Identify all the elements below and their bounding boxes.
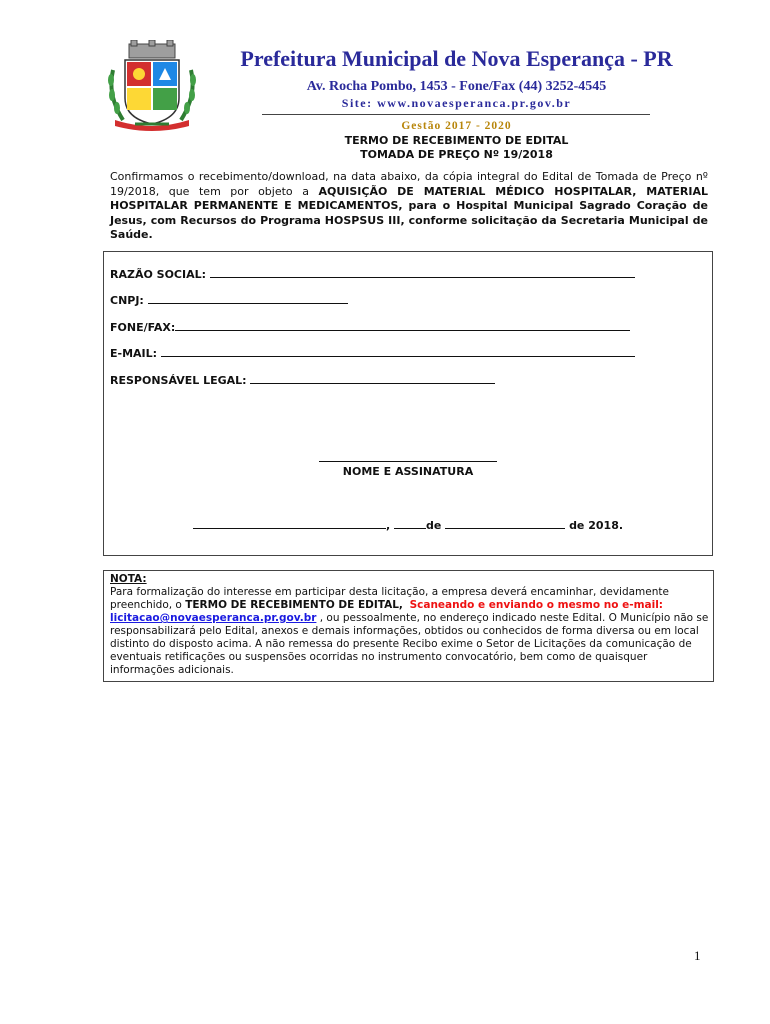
date-city-blank[interactable] (193, 517, 386, 529)
date-year-label: de 2018. (569, 519, 624, 532)
date-comma: , (386, 519, 391, 532)
licitacao-email-link[interactable]: licitacao@novaesperanca.pr.gov.br (110, 612, 317, 624)
cnpj-label: CNPJ: (110, 294, 144, 307)
document-title: TERMO DE RECEBIMENTO DE EDITAL (344, 134, 569, 147)
header-divider (262, 114, 650, 115)
fone-fax-blank[interactable] (175, 319, 630, 331)
intro-lead-text: Confirmamos o recebimento/download, na data abaixo, da cópia integral do Edital de Tomada de Preço nº 19/2018, que tem por objeto a (110, 170, 708, 198)
responsavel-legal-field[interactable] (110, 372, 495, 387)
address-line: Av. Rocha Pombo, 1453 - Fone/Fax (44) 3252-4545 (306, 79, 607, 94)
administration-period: Gestão 2017 - 2020 (401, 120, 512, 132)
document-subtitle: TOMADA DE PREÇO Nº 19/2018 (360, 148, 553, 161)
date-day-blank[interactable] (394, 517, 426, 529)
razao-social-blank[interactable] (210, 266, 635, 278)
nota-bold-1: TERMO DE RECEBIMENTO DE EDITAL, (185, 599, 403, 611)
nota-text-1: Para formalização do interesse em participar desta licitação, a empresa deverá encaminhar, devidamente preenchido, o (110, 586, 669, 611)
intro-paragraph (110, 170, 708, 243)
cnpj-field[interactable] (110, 292, 348, 307)
email-blank[interactable] (161, 345, 635, 357)
nota-scan-instruction: Scaneando e enviando o mesmo no e-mail: (409, 599, 663, 611)
responsavel-legal-label: RESPONSÁVEL LEGAL: (110, 374, 247, 387)
fone-fax-field[interactable] (110, 319, 630, 334)
signature-label: NOME E ASSINATURA (342, 465, 474, 478)
signature-line[interactable] (319, 461, 497, 462)
date-field[interactable] (193, 517, 623, 532)
email-label: E-MAIL: (110, 347, 158, 360)
municipal-crest-logo (105, 40, 199, 132)
nota-heading: NOTA: (110, 573, 147, 585)
municipality-title: Prefeitura Municipal de Nova Esperança - PR (240, 46, 673, 71)
website-line: Site: www.novaesperanca.pr.gov.br (341, 96, 572, 110)
cnpj-blank[interactable] (148, 292, 348, 304)
page-number: 1 (694, 948, 701, 963)
razao-social-field[interactable] (110, 266, 635, 281)
date-month-blank[interactable] (445, 517, 565, 529)
fone-fax-label: FONE/FAX: (110, 321, 176, 334)
responsavel-legal-blank[interactable] (250, 372, 495, 384)
date-de-label: de (426, 519, 442, 532)
nota-text (110, 573, 710, 677)
email-field[interactable] (110, 345, 635, 360)
intro-object-text: AQUISIÇÃO DE MATERIAL MÉDICO HOSPITALAR, MATERIAL HOSPITALAR PERMANENTE E MEDICAMENTOS, para o Hospital Municipal Sagrado Coração de Jesus, com Recursos do Programa HOSPSUS III, conforme solicitação da Secretaria Municipal de Saúde. (110, 184, 708, 241)
razao-social-label: RAZÃO SOCIAL: (110, 268, 207, 281)
nota-text-2: , ou pessoalmente, no endereço indicado neste Edital. O Município não se responsabilizará pelo Edital, anexos e demais informações, obtidos ou conhecidos de forma diversa ou em local distinto do disposto acima. A não remessa do presente Recibo exime o Setor de Licitações da comunicação de eventuais retificações ou suspensões ocorridas no instrumento convocatório, bem como de quaisquer informações adicionais. (110, 612, 709, 676)
